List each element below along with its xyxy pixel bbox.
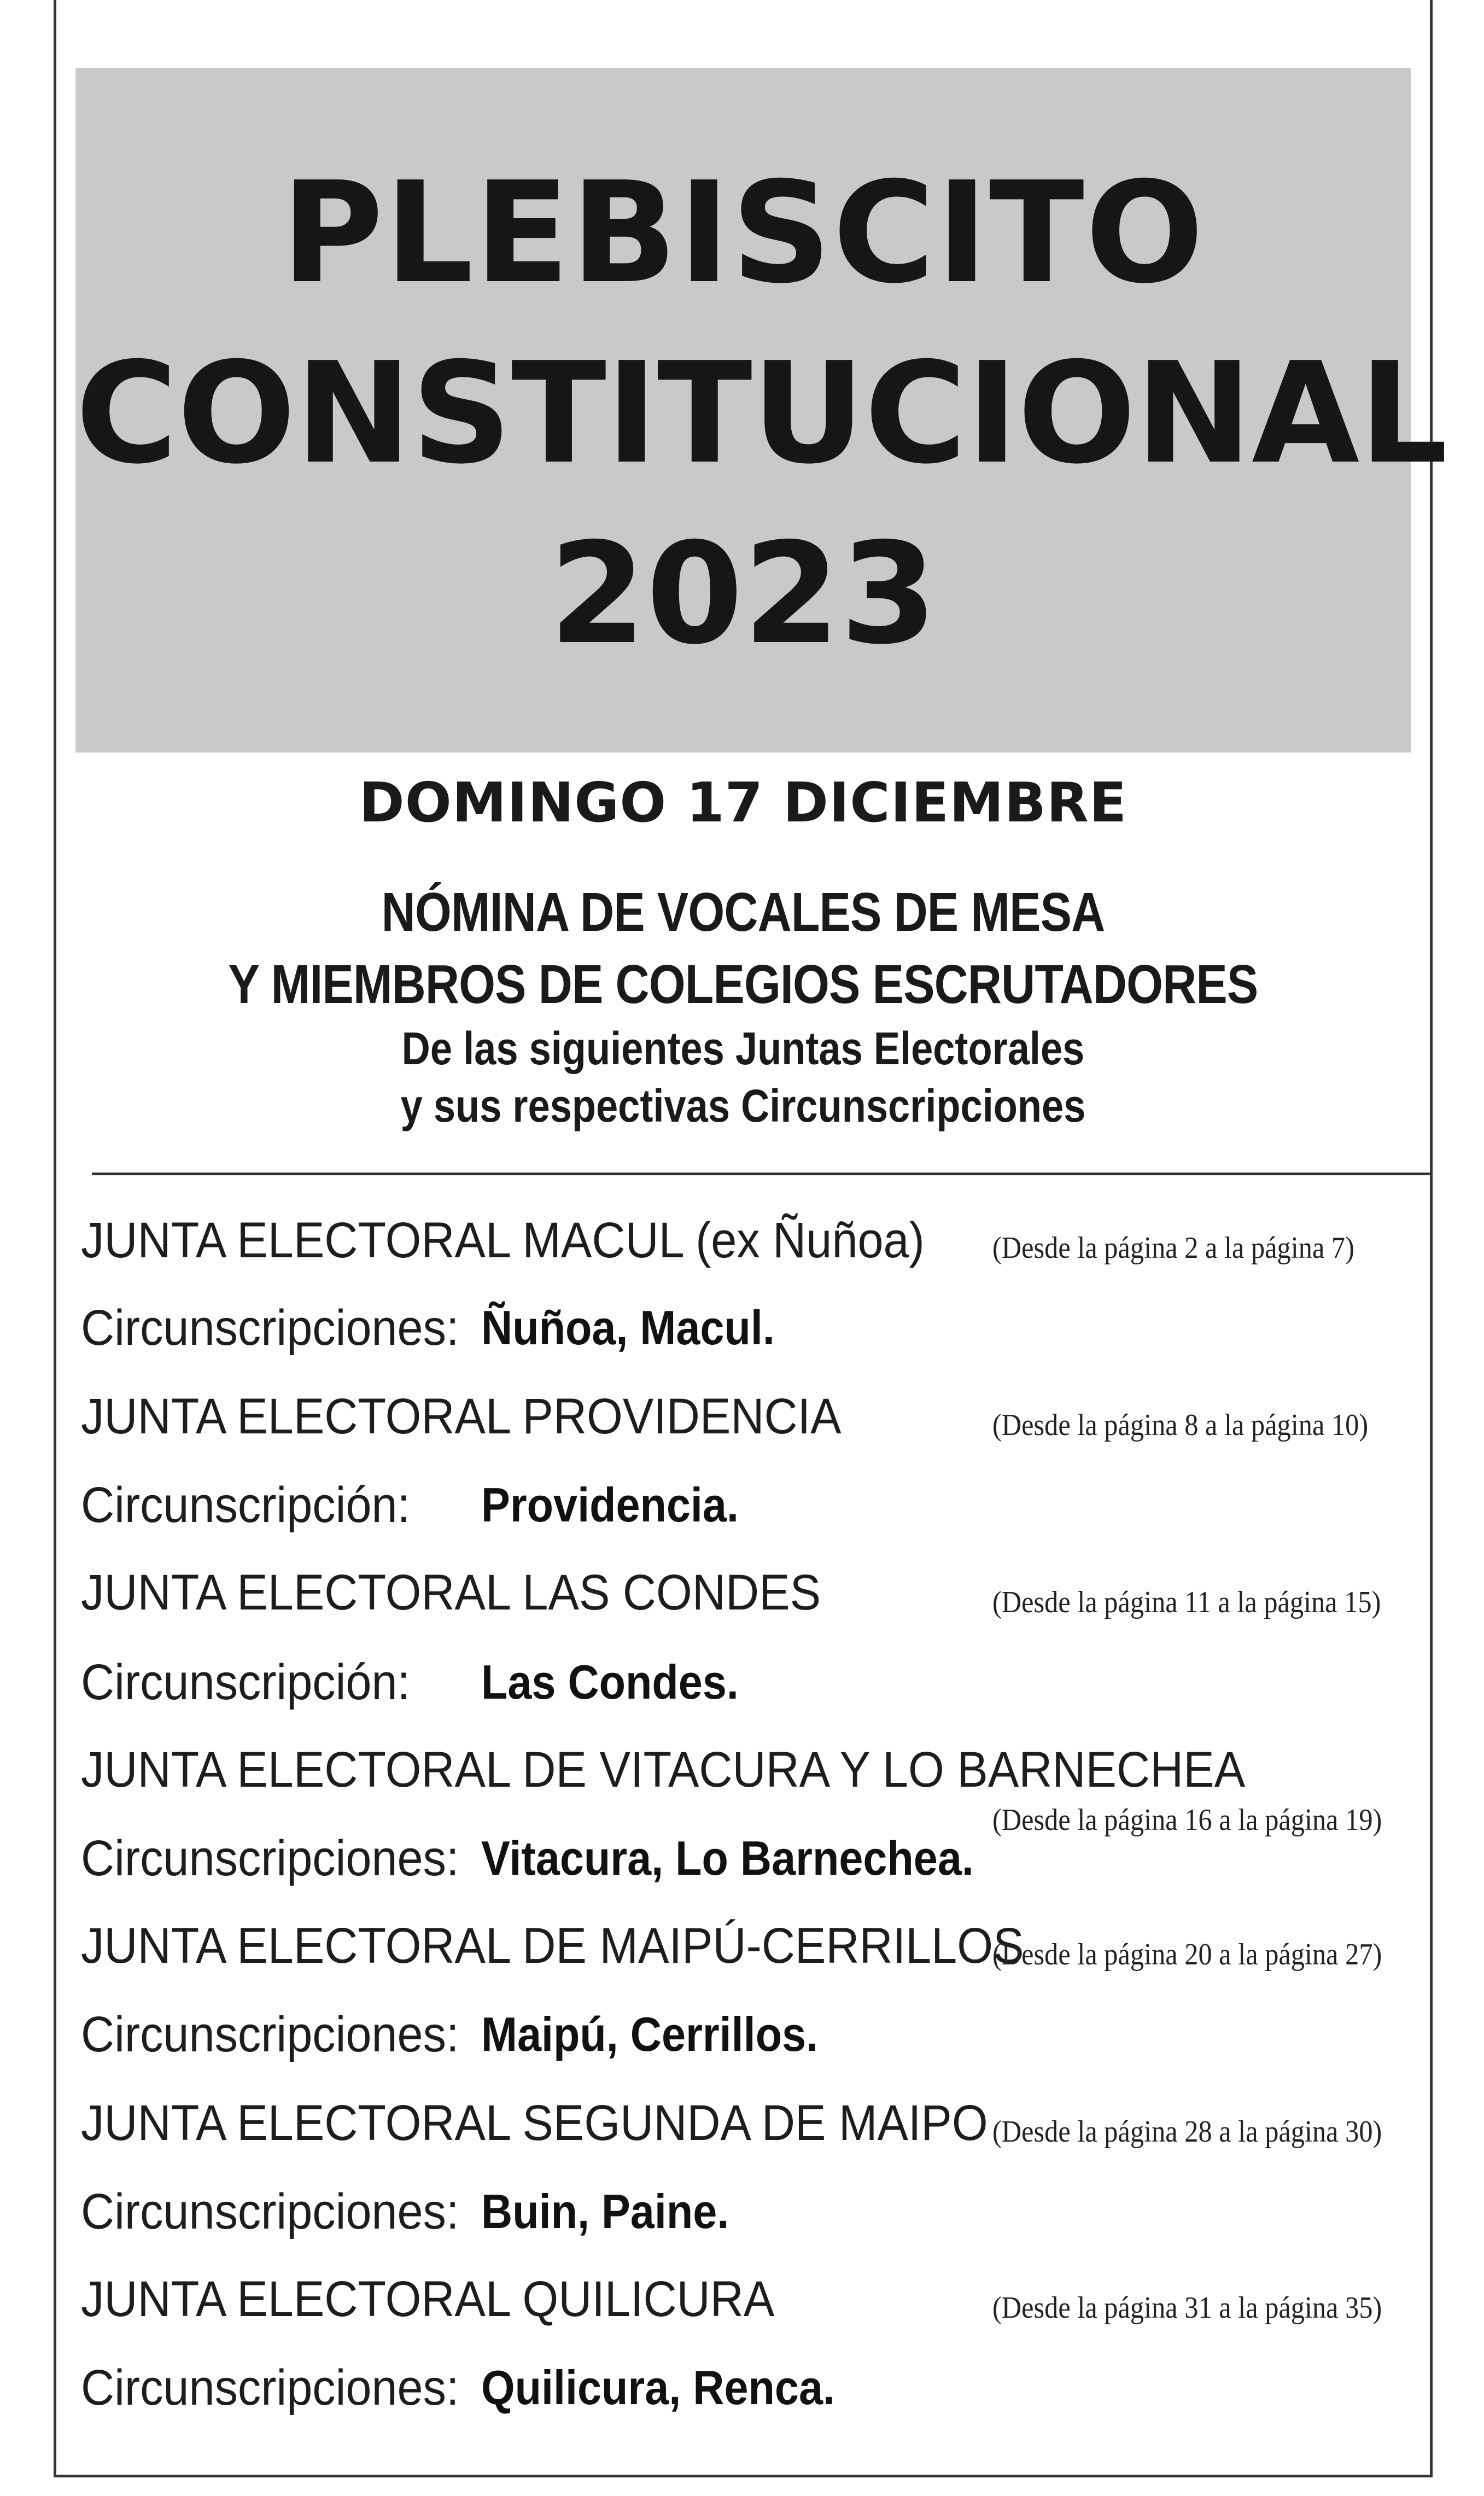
junta-name: JUNTA ELECTORAL DE MAIPÚ-CERRILLOS — [81, 1918, 1024, 1974]
circunscripcion-value: Las Condes. — [481, 1655, 739, 1709]
election-date: DOMINGO 17 DICIEMBRE — [359, 771, 1127, 835]
circunscripcion-label: Circunscripción: — [81, 1654, 411, 1710]
circunscripcion-label: Circunscripciones: — [81, 1300, 459, 1356]
circunscripcion-label: Circunscripciones: — [81, 2007, 459, 2062]
circunscripcion-value: Providencia. — [481, 1478, 739, 1532]
junta-name: JUNTA ELECTORAL SEGUNDA DE MAIPO — [81, 2095, 988, 2151]
junta-name: JUNTA ELECTORAL DE VITACURA Y LO BARNECHEA — [81, 1742, 1246, 1798]
circunscripcion-value: Ñuñoa, Macul. — [481, 1301, 775, 1355]
junta-page-range: (Desde la página 20 a la página 27) — [992, 1938, 1382, 1972]
circunscripcion-label: Circunscripciones: — [81, 2184, 459, 2240]
junta-page-range: (Desde la página 8 a la página 10) — [992, 1408, 1369, 1442]
junta-name: JUNTA ELECTORAL MACUL (ex Ñuñoa) — [81, 1212, 925, 1268]
banner-title-year: 2023 — [549, 513, 937, 675]
junta-name: JUNTA ELECTORAL PROVIDENCIA — [81, 1389, 842, 1444]
circunscripcion-label: Circunscripciones: — [81, 2360, 459, 2416]
junta-page-range: (Desde la página 2 a la página 7) — [992, 1231, 1354, 1265]
nomina-heading-line-2: Y MIEMBROS DE COLEGIOS ESCRUTADORES — [228, 954, 1258, 1015]
circunscripcion-label: Circunscripción: — [81, 1477, 411, 1533]
circunscripcion-value: Quilicura, Renca. — [481, 2360, 836, 2415]
junta-page-range: (Desde la página 16 a la página 19) — [992, 1803, 1382, 1837]
junta-name: JUNTA ELECTORAL QUILICURA — [81, 2271, 775, 2327]
junta-page-range: (Desde la página 31 a la página 35) — [992, 2291, 1382, 2325]
circunscripcion-label: Circunscripciones: — [81, 1830, 459, 1886]
nomina-heading-line-1: NÓMINA DE VOCALES DE MESA — [381, 882, 1105, 943]
nomina-subheading-line-1: De las siguientes Juntas Electorales — [401, 1023, 1085, 1074]
circunscripcion-value: Vitacura, Lo Barnechea. — [481, 1831, 974, 1885]
title-banner — [75, 68, 1447, 753]
section-divider — [92, 1173, 1433, 1175]
junta-page-range: (Desde la página 28 a la página 30) — [992, 2115, 1382, 2149]
banner-title-line-2: CONSTITUCIONAL — [75, 333, 1447, 495]
banner-title-line-1: PLEBISCITO — [281, 152, 1205, 314]
nomina-subheading-line-2: y sus respectivas Circunscripciones — [400, 1080, 1086, 1132]
junta-name: JUNTA ELECTORAL LAS CONDES — [81, 1565, 821, 1620]
junta-page-range: (Desde la página 11 a la página 15) — [992, 1585, 1381, 1619]
circunscripcion-value: Maipú, Cerrillos. — [481, 2007, 819, 2061]
circunscripcion-value: Buin, Paine. — [481, 2184, 729, 2238]
